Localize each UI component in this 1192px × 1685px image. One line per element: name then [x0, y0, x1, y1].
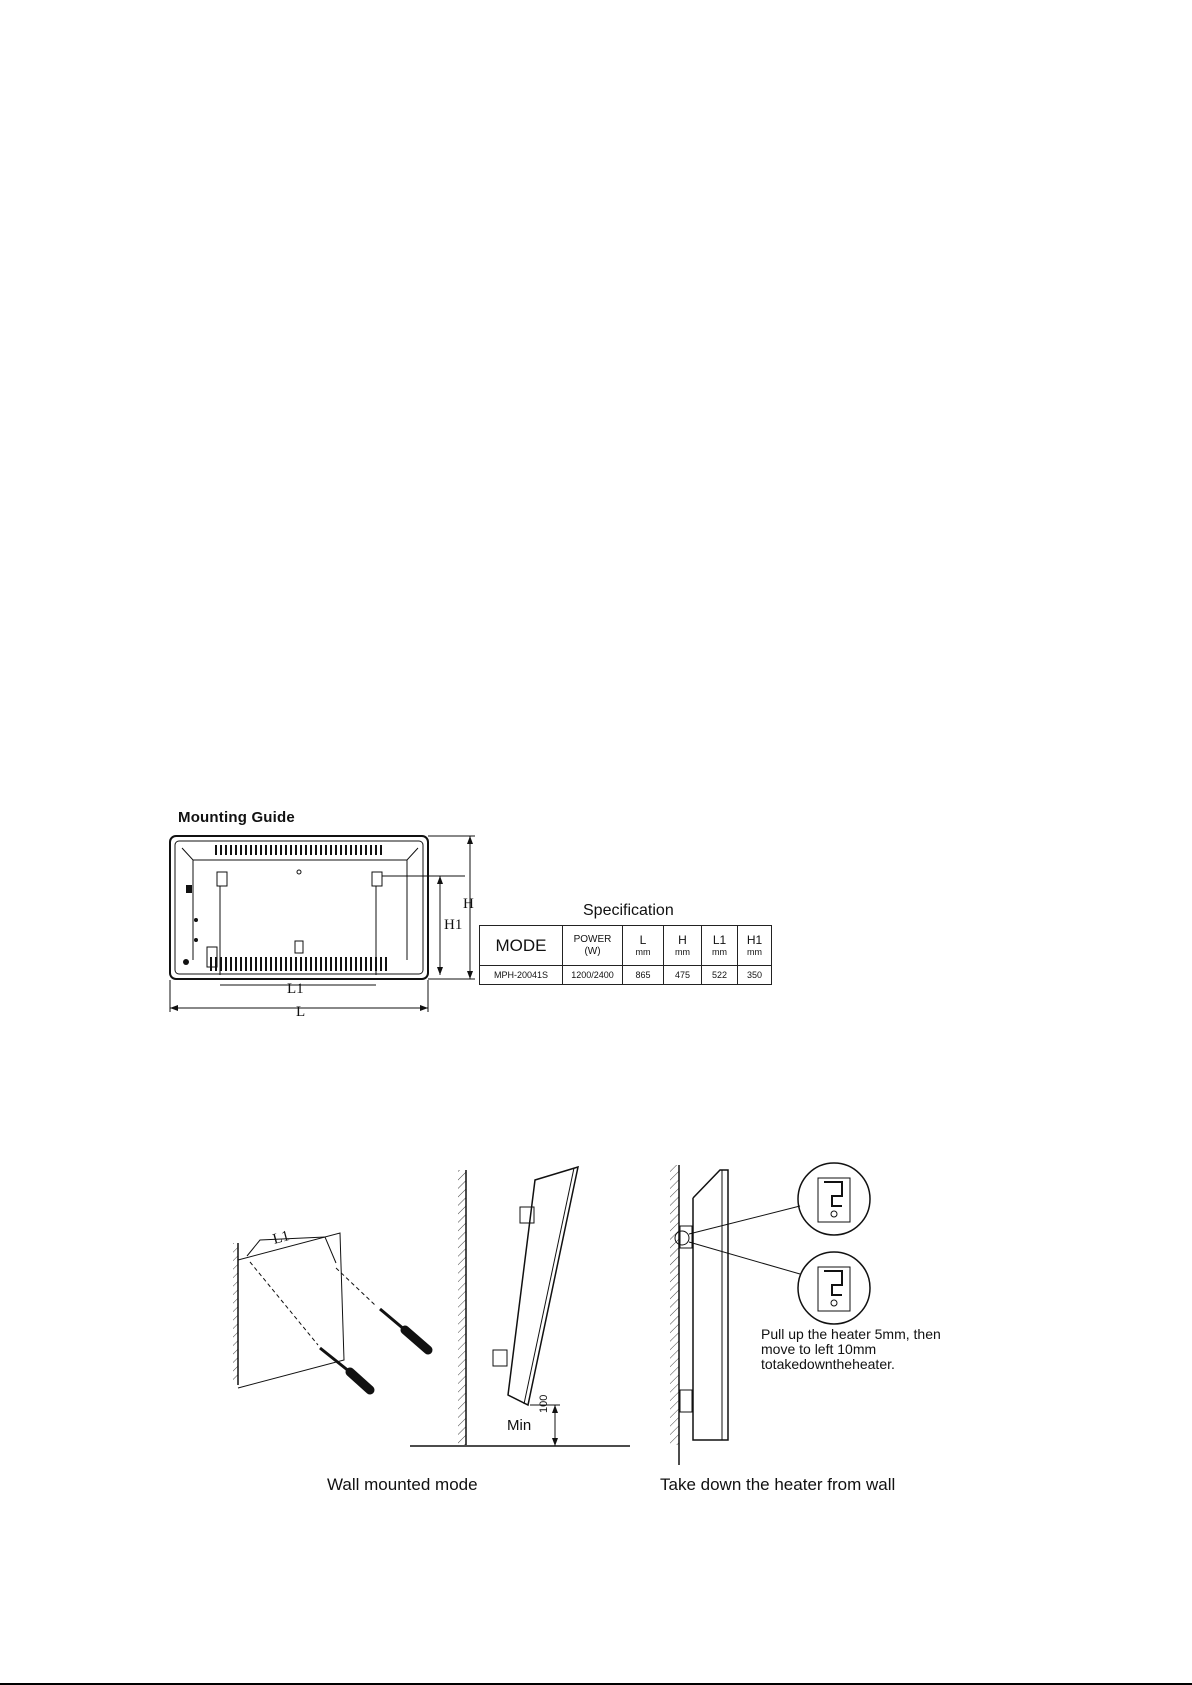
side-view-mounted — [410, 1167, 630, 1446]
mounting-guide-title: Mounting Guide — [178, 809, 295, 826]
header-h1-label: H1 — [746, 932, 763, 947]
dim-label-h1: H1 — [444, 917, 463, 933]
header-h-label: H — [678, 932, 687, 947]
caption-wall-mounted: Wall mounted mode — [327, 1475, 478, 1494]
header-power — [563, 926, 623, 966]
cell-h1: 350 — [738, 966, 772, 985]
takedown-note: Pull up the heater 5mm, then move to left 10mm totakedowntheheater. — [761, 1326, 941, 1372]
header-l1-label: L1 — [712, 932, 727, 947]
cell-l: 865 — [623, 966, 664, 985]
header-h1-unit: mm — [747, 946, 762, 957]
header-h1 — [738, 926, 772, 966]
heater-back-view — [170, 836, 475, 1012]
header-power-label: POWER — [573, 933, 612, 945]
header-power-unit: (W) — [584, 945, 601, 957]
header-l1 — [702, 926, 738, 966]
dim-label-l: L — [296, 1004, 306, 1020]
cell-power: 1200/2400 — [563, 966, 623, 985]
header-l-unit: mm — [635, 946, 651, 957]
spec-data-row — [480, 966, 772, 985]
wall-mounting-drawing — [233, 1233, 428, 1390]
header-l-label: L — [639, 932, 647, 947]
dim-label-h: H — [463, 896, 474, 912]
cell-l1: 522 — [702, 966, 738, 985]
dim-label-l1: L1 — [287, 981, 304, 997]
header-l — [623, 926, 664, 966]
header-h-unit: mm — [675, 946, 690, 957]
min-value: 100 — [538, 1394, 550, 1413]
cell-h: 475 — [664, 966, 702, 985]
specification-table — [479, 925, 772, 985]
header-h — [664, 926, 702, 966]
min-label: Min — [507, 1417, 532, 1434]
spec-header-row — [480, 926, 772, 966]
install-l1-label: L1 — [271, 1228, 292, 1248]
cell-model: MPH-20041S — [480, 966, 563, 985]
side-view-takedown — [670, 1163, 870, 1465]
header-mode: MODE — [480, 926, 563, 966]
caption-take-down: Take down the heater from wall — [660, 1475, 896, 1494]
header-l1-unit: mm — [712, 946, 727, 957]
specification-title: Specification — [583, 902, 674, 919]
